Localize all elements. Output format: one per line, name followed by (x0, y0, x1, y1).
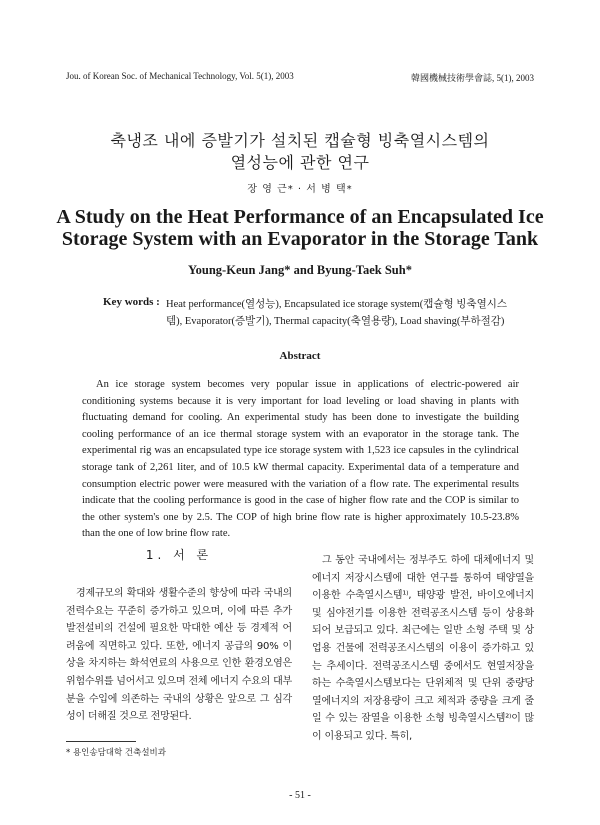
footnote-rule (66, 741, 136, 742)
english-authors: Young-Keun Jang* and Byung-Taek Suh* (188, 263, 412, 277)
korean-title-line2: 열성능에 관한 연구 (230, 153, 370, 172)
page-number: - 51 - (289, 790, 311, 801)
keywords-text: Heat performance(열성능), Encapsulated ice storage system(캡슐형 빙축열시스템), Evaporator(증발기), Thermal capacity(축열용량), Load shaving(부하절감) (166, 299, 508, 327)
abstract-body (82, 377, 519, 543)
abstract-paragraph: An ice storage system becomes very popular issue in applications of electric-powered air conditioning systems because it is very important for load leveling or load shaving in plants with fluctuating demand for cooling. An experimental study has been done to investigate the building cooling performance of an ice thermal storage system with an evaporator in the storage tank. The experimental rig was an encapsulated type ice storage system with 1,523 ice capsules in the cylindrical storage tank of 2,261 liter, and of 10.5 kW thermal capacity. Experimental data of a temperature and consumption electric power were measured with the variation of a flow rate. The experimental results indicate that the cooling performance is good in the case of higher flow rate and the COP is similar to the other system's one by 2.5. The COP of high brine flow rate is higher approximately 10.5-23.8% than the one of low brine flow rate. (82, 379, 519, 540)
abstract-title: Abstract (279, 350, 321, 362)
intro-paragraph-2: 그 동안 국내에서는 정부주도 하에 대체에너지 및 에너지 저장시스템에 대한 연구를 통하여 태양열을 이용한 수축열시스템¹⁾, 태양광 발전, 바이오에너지 및 심야전기를 이용한 전력공조시스템 등이 상용화되어 보급되고 있다. 최근에는 일반 소형 주택 및 상업용 건물에 전력공조시스템의 이용이 증가하고 있는 추세이다. 전력공조시스템 중에서도 현열저장을 하는 수축열시스템보다는 단위체적 및 단위 중량당 열에너지의 저장용량이 크고 체적과 중량을 크게 줄일 수 있는 잠열을 이용한 소형 빙축열시스템²⁾이 많이 이용되고 있다. 특히, (312, 555, 534, 742)
keywords-label: Key words : (103, 296, 160, 308)
running-header-left: Jou. of Korean Soc. of Mechanical Technology, Vol. 5(1), 2003 (66, 71, 294, 81)
korean-authors: 장 영 근* · 서 병 택* (247, 184, 353, 195)
section-heading-introduction: 1. 서 론 (145, 548, 213, 562)
body-column-right (312, 552, 534, 746)
english-title-line2: Storage System with an Evaporator in the Storage Tank (61, 228, 539, 250)
body-column-left (66, 585, 292, 726)
running-header-right: 韓國機械技術學會誌, 5(1), 2003 (411, 73, 534, 83)
footnote-affiliation: * 용인송담대학 건축설비과 (66, 748, 166, 758)
intro-paragraph-1: 경제규모의 확대와 생활수준의 향상에 따라 국내의 전력수요는 꾸준히 증가하고 있으며, 이에 따른 추가 발전설비의 건설에 필요한 막대한 예산 등 경제적 어려움에 직면하고 있다. 또한, 에너지 공급의 90% 이상을 차지하는 화석연료의 사용으로 인한 환경오염은 위험수위를 넘어서고 있으며 전체 에너지 수요의 대부분을 수입에 의존하는 국내의 상황은 앞으로 그 심각성이 더해질 것으로 전망된다. (66, 588, 292, 723)
english-title-line1: A Study on the Heat Performance of an Encapsulated Ice (56, 206, 544, 228)
korean-title-line1: 축냉조 내에 증발기가 설치된 캡슐형 빙축열시스템의 (110, 131, 490, 150)
